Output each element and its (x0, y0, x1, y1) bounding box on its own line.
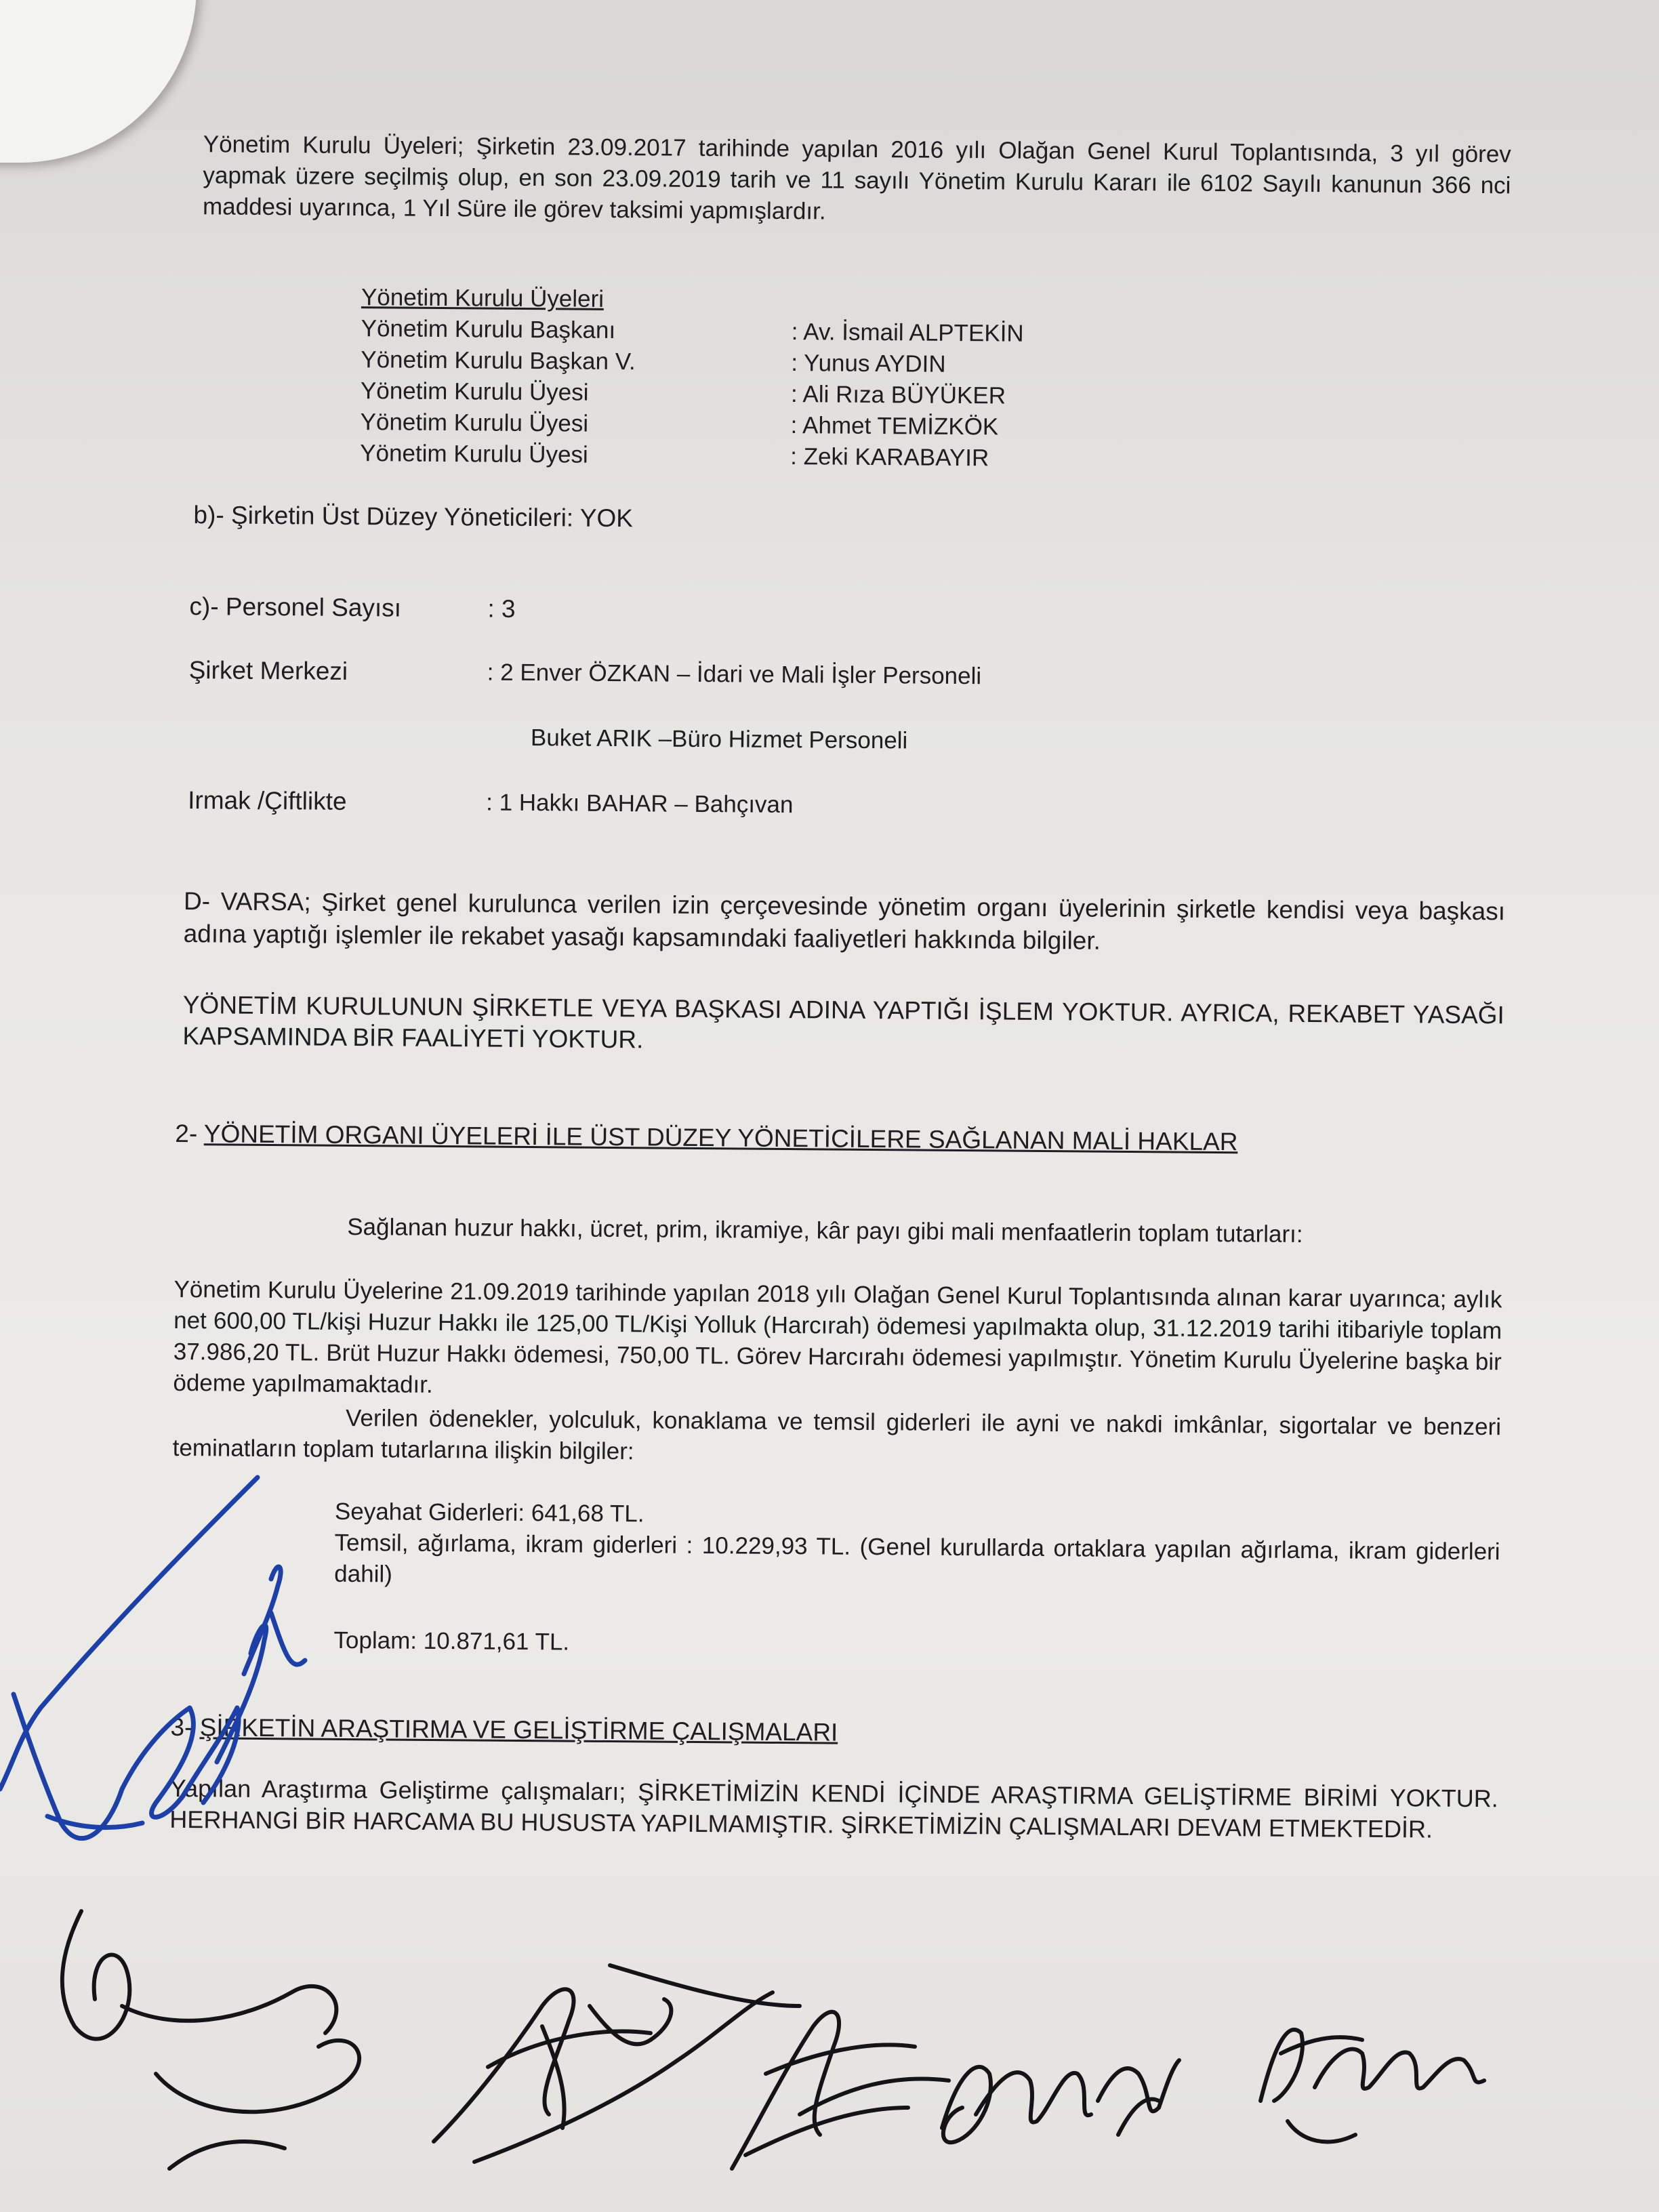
hq-label: Şirket Merkezi (188, 656, 348, 685)
farm-staff: : 1 Hakkı BAHAR – Bahçıvan (486, 789, 794, 819)
signature-black-3 (732, 2012, 949, 2169)
section-2-number: 2- (175, 1119, 205, 1148)
hq-staff: : 2 Enver ÖZKAN – İdari ve Mali İşler Personeli (487, 659, 982, 690)
document-body (169, 129, 1511, 1843)
signature-black-2 (434, 1965, 800, 2162)
board-member-name: : Ahmet TEMİZKÖK (790, 412, 999, 441)
board-role: Yönetim Kurulu Üyesi (360, 377, 589, 406)
hq-staff-2: Buket ARIK –Büro Hizmet Personeli (530, 724, 908, 754)
personnel-count-label: c)- Personel Sayısı (189, 592, 402, 622)
board-role: Yönetim Kurulu Üyesi (360, 440, 588, 468)
section-2-paragraph-2: Verilen ödenekler, yolculuk, konaklama ve temsil giderleri ile ayni ve nakdi imkânlar, sigortalar ve benzeri teminatların toplam tutarlarına ilişkin bilgiler: (172, 1404, 1502, 1465)
section-2-intro: Sağlanan huzur hakkı, ücret, prim, ikramiye, kâr payı gibi mali menfaatlerin toplam tutarları: (347, 1213, 1303, 1248)
section-2-paragraph: Yönetim Kurulu Üyelerine 21.09.2019 tarihinde yapılan 2018 yılı Olağan Genel Kurul Toplantısında alınan karar uyarınca; aylık net 600,00 TL/kişi Huzur Hakkı ile 125,00 TL/Kişi Yolluk (Harcırah) ödemesi yapılmakta olup, 31.12.2019 tarihi itibariyle toplam 37.986,20 TL. Brüt Huzur Hakkı ödemesi, 750,00 TL. Görev Harcırahı ödemesi yapılmıştır. Yönetim Kurulu Üyelerine başka bir ödeme yapılmamaktadır. (173, 1275, 1502, 1398)
board-member-name: : Zeki KARABAYIR (790, 443, 989, 472)
representation-expenses: Temsil, ağırlama, ikram giderleri : 10.229,93 TL. (Genel kurullarda ortaklara yapılan ağırlama, ikram giderleri dahil) (334, 1529, 1500, 1588)
board-role: Yönetim Kurulu Üyesi (360, 409, 589, 437)
board-role: Yönetim Kurulu Başkanı (361, 315, 616, 344)
section-3-text (169, 1773, 1498, 1845)
personnel-count-value: : 3 (487, 594, 516, 623)
section-3-number: 3- (170, 1713, 200, 1742)
page-corner (0, 0, 197, 163)
expenses-total: Toplam: 10.871,61 TL. (333, 1626, 570, 1656)
section-3-lead: Yapılan Araştırma Geliştirme çalışmaları; (169, 1774, 638, 1806)
section-3-caps: ŞİRKETİMİZİN KENDİ İÇİNDE ARAŞTIRMA GELİŞTİRME BİRİMİ YOKTUR. HERHANGİ BİR HARCAMA BU HUSUSTA YAPILMAMIŞTIR. ŞİRKETİMİZİN ÇALIŞMALARI DEVAM ETMEKTEDİR. (169, 1778, 1498, 1843)
board-member-name: : Av. İsmail ALPTEKİN (791, 319, 1024, 347)
board-heading: Yönetim Kurulu Üyeleri (361, 284, 605, 312)
senior-managers-line: b)- Şirketin Üst Düzey Yöneticileri: YOK (193, 501, 634, 533)
signature-black-4 (942, 2060, 1179, 2142)
board-member-name: : Ali Rıza BÜYÜKER (790, 381, 1006, 409)
section-2-heading (175, 1118, 1286, 1158)
section-d-caps: YÖNETİM KURULUNUN ŞİRKETLE VEYA BAŞKASI ADINA YAPTIĞI İŞLEM YOKTUR. AYRICA, REKABET YASAĞI KAPSAMINDA BİR FAALİYETİ YOKTUR. (182, 991, 1504, 1054)
section-3-heading (170, 1712, 838, 1748)
signature-black-1 (62, 1911, 359, 2169)
section-d-text: D- VARSA; Şirket genel kurulunca verilen izin çerçevesinde yönetim organı üyelerinin şirketle kendisi veya başkası adına yaptığı işlemler ile rekabet yasağı kapsamındaki faaliyetleri hakkında bilgiler. (183, 887, 1506, 955)
section-2-title: YÖNETİM ORGANI ÜYELERİ İLE ÜST DÜZEY YÖNETİCİLERE SAĞLANAN MALİ HAKLAR (203, 1120, 1238, 1156)
section-3-title: ŞİRKETİN ARAŞTIRMA VE GELİŞTİRME ÇALIŞMALARI (199, 1713, 838, 1746)
board-intro: Yönetim Kurulu Üyeleri; Şirketin 23.09.2017 tarihinde yapılan 2016 yılı Olağan Genel Kurul Toplantısında, 3 yıl görev yapmak üzere seçilmiş olup, en son 23.09.2019 tarih ve 11 sayılı Yönetim Kurulu Kararı ile 6102 Sayılı kanunun 366 nci maddesi uyarınca, 1 Yıl Süre ile görev taksimi yapmışlardır. (202, 131, 1511, 225)
farm-label: Irmak /Çiftlikte (188, 786, 347, 815)
signature-black-5 (1261, 2030, 1484, 2142)
board-role: Yönetim Kurulu Başkan V. (361, 346, 636, 375)
travel-expenses: Seyahat Giderleri: 641,68 TL. (334, 1498, 644, 1528)
board-member-name: : Yunus AYDIN (791, 350, 946, 377)
